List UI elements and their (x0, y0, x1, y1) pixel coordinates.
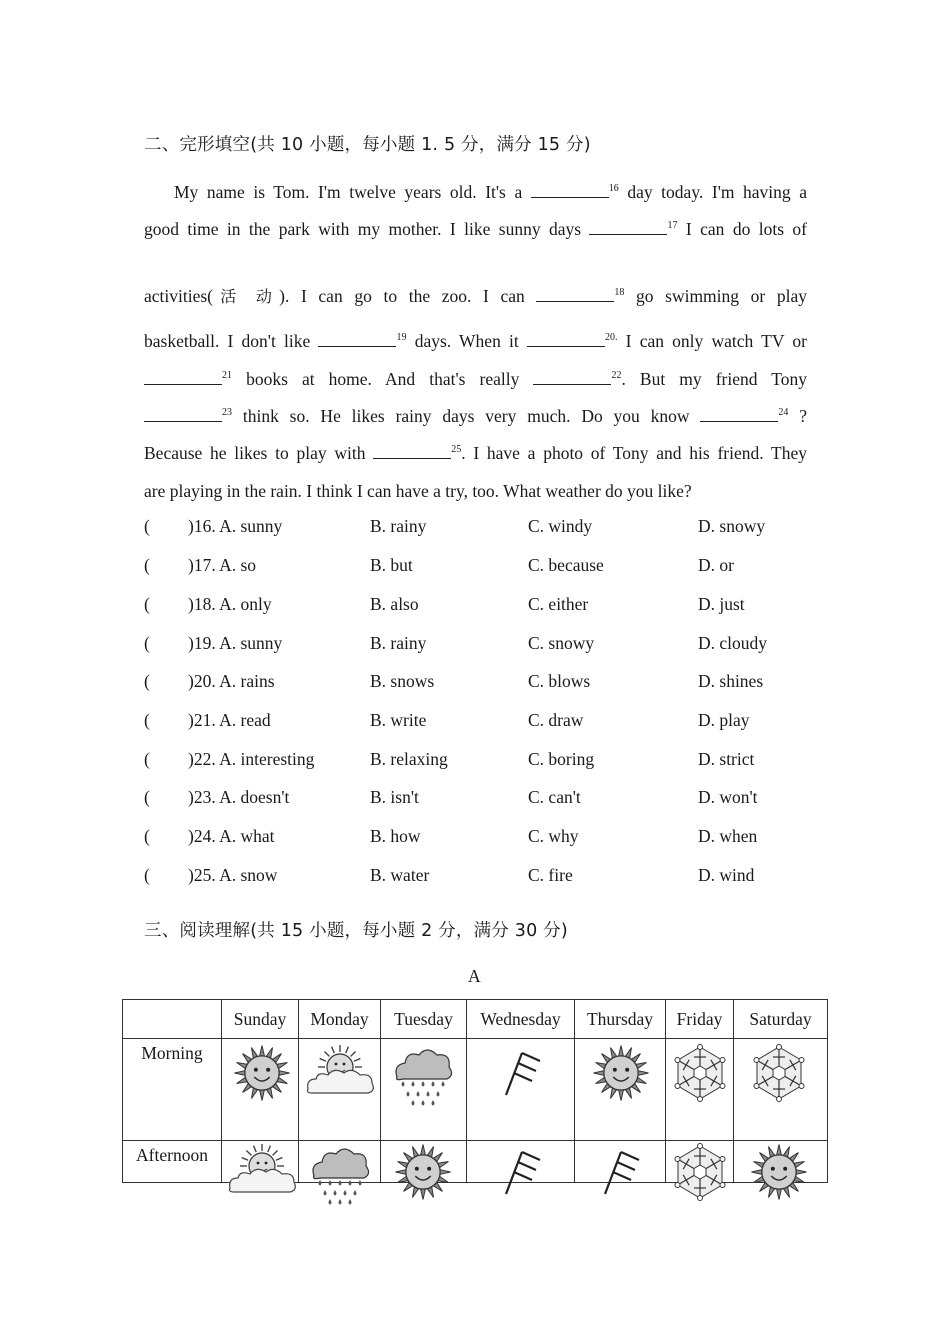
header-day: Tuesday (381, 1000, 467, 1039)
weather-cell (381, 1039, 467, 1141)
weather-cell (299, 1141, 381, 1183)
weather-cell (467, 1039, 575, 1141)
passage-line-4: basketball. I don't like $^{19}$ days. When it $^{20.}$ I can only watch TV or (144, 331, 807, 351)
header-day: Friday (666, 1000, 734, 1039)
passage-line-3: activities(活 动). I can go to the zoo. I can $^{18}$ go swimming or play (144, 286, 808, 306)
question-24: ( )24. A. what B. how C. why D. when (144, 826, 758, 846)
question-22: ( )22. A. interesting B. relaxing C. boring D. strict (144, 749, 755, 769)
question-16: ( )16. A. sunny B. rainy C. windy D. snowy (144, 516, 766, 536)
passage-line-1: My name is Tom. I'm twelve years old. It's a $^{16}$ day today. I'm having a (174, 182, 807, 202)
weather-cell (666, 1141, 734, 1183)
header-blank (123, 1000, 222, 1039)
header-day: Saturday (734, 1000, 828, 1039)
passage-line-6: $^{23}$ think so. He likes rainy days very much. Do you know $^{24}$ ? (144, 406, 807, 427)
row-label-morning: Morning (123, 1039, 222, 1141)
section2-title: 二、完形填空(共 10 小题，每小题 1. 5 分，满分 15 分) (144, 135, 591, 155)
part-label: A (468, 966, 481, 986)
question-25: ( )25. A. snow B. water C. fire D. wind (144, 865, 755, 885)
question-19: ( )19. A. sunny B. rainy C. snowy D. cloudy (144, 633, 768, 653)
header-day: Thursday (575, 1000, 666, 1039)
weather-cell (222, 1039, 299, 1141)
weather-table (122, 999, 828, 1183)
weather-cell (734, 1141, 828, 1183)
weather-cell (381, 1141, 467, 1183)
question-20: ( )20. A. rains B. snows C. blows D. shines (144, 671, 764, 691)
section3-title: 三、阅读理解(共 15 小题，每小题 2 分，满分 30 分) (144, 921, 568, 941)
weather-cell (222, 1141, 299, 1183)
question-23: ( )23. A. doesn't B. isn't C. can't D. won't (144, 787, 758, 807)
passage-line-2: good time in the park with my mother. I like sunny days $^{17}$ I can do lots of (144, 219, 807, 239)
weather-cell (467, 1141, 575, 1183)
passage-line-5: $^{21}$ books at home. And that's really $^{22}$. But my friend Tony (144, 369, 807, 390)
weather-cell (575, 1039, 666, 1141)
weather-cell (666, 1039, 734, 1141)
header-day: Monday (299, 1000, 381, 1039)
weather-cell (575, 1141, 666, 1183)
question-18: ( )18. A. only B. also C. either D. just (144, 594, 745, 614)
weather-cell (299, 1039, 381, 1141)
question-17: ( )17. A. so B. but C. because D. or (144, 555, 734, 575)
passage-line-7: Because he likes to play with $^{25}$. I have a photo of Tony and his friend. They (144, 443, 807, 463)
weather-cell (734, 1039, 828, 1141)
header-day: Wednesday (467, 1000, 575, 1039)
header-day: Sunday (222, 1000, 299, 1039)
passage-line-8: are playing in the rain. I think I can have a try, too. What weather do you like? (144, 481, 692, 501)
row-label-afternoon: Afternoon (123, 1141, 222, 1183)
question-21: ( )21. A. read B. write C. draw D. play (144, 710, 750, 730)
